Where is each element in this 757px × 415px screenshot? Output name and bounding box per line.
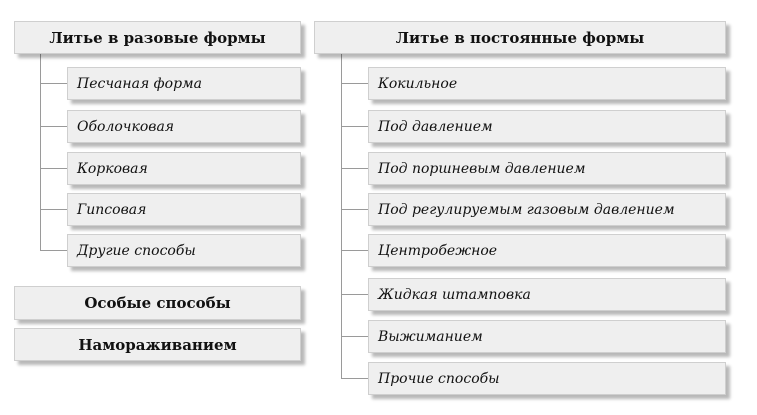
right-item-liquid-stamping: Жидкая штамповка — [368, 278, 726, 311]
left-group-header: Литье в разовые формы — [14, 21, 301, 54]
left-connector-1 — [40, 83, 67, 84]
right-group-header: Литье в постоянные формы — [314, 21, 726, 54]
freezing-method-header: Намораживанием — [14, 328, 301, 361]
left-item-crust: Корковая — [67, 152, 301, 185]
left-item-sand-mold: Песчаная форма — [67, 67, 301, 100]
right-connector-1 — [341, 83, 368, 84]
left-connector-5 — [40, 250, 67, 251]
right-item-pressure: Под давлением — [368, 110, 726, 143]
right-item-chill: Кокильное — [368, 67, 726, 100]
left-item-gypsum: Гипсовая — [67, 193, 301, 226]
right-connector-5 — [341, 250, 368, 251]
right-connector-2 — [341, 126, 368, 127]
right-item-centrifugal: Центробежное — [368, 234, 726, 267]
right-tree-trunk — [341, 54, 342, 379]
right-item-squeezing: Выжиманием — [368, 320, 726, 353]
left-connector-2 — [40, 126, 67, 127]
right-item-other-methods: Прочие способы — [368, 362, 726, 395]
left-item-other-methods: Другие способы — [67, 234, 301, 267]
left-connector-4 — [40, 209, 67, 210]
left-connector-3 — [40, 168, 67, 169]
special-methods-header: Особые способы — [14, 286, 301, 320]
right-connector-6 — [341, 294, 368, 295]
right-connector-3 — [341, 168, 368, 169]
right-item-piston-pressure: Под поршневым давлением — [368, 152, 726, 185]
right-connector-8 — [341, 378, 368, 379]
right-item-gas-pressure: Под регулируемым газовым давлением — [368, 193, 726, 226]
right-connector-7 — [341, 336, 368, 337]
right-connector-4 — [341, 209, 368, 210]
left-item-shell: Оболочковая — [67, 110, 301, 143]
